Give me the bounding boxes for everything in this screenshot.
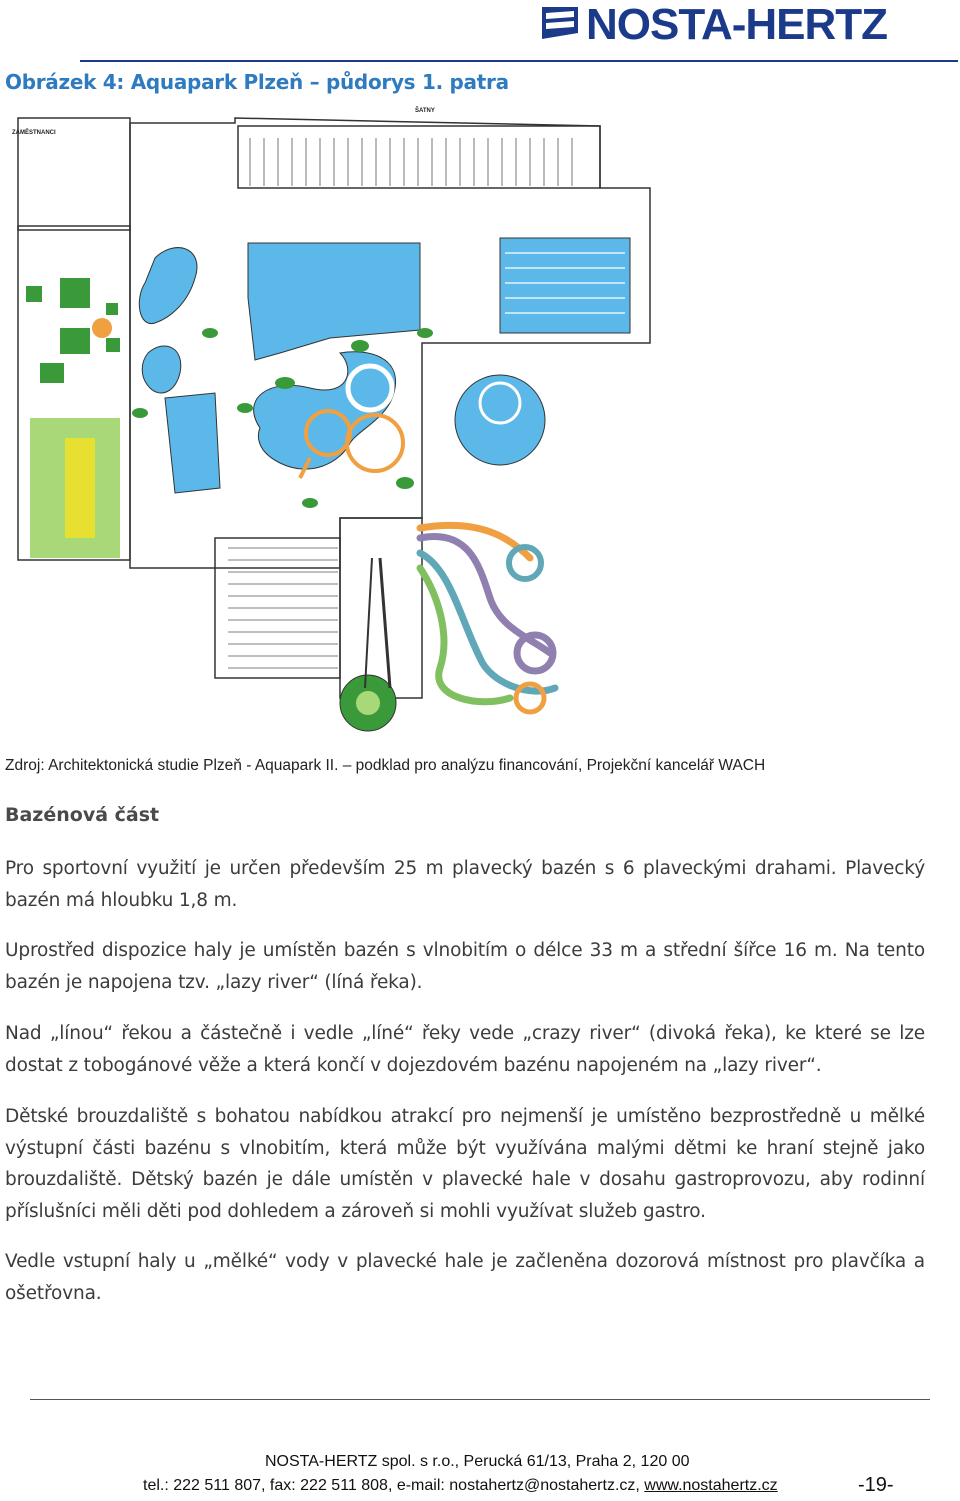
paragraph-4: Dětské brouzdaliště s bohatou nabídkou atrakcí pro nejmenší je umístěno bezprostředně u mělké výstupní části bazénu s vlnobitím, která může být využívána malými dětmi ke hraní stejně jako brouzdaliště. Dětský bazén je dále umístěn v plavecké hale v dosahu gastroprovozu, aby rodinní příslušníci měli děti pod dohledem a zároveň si mohli využívat služeb gastro. <box>5 1106 925 1222</box>
header-rule <box>80 60 958 62</box>
footer-contact <box>143 1477 778 1495</box>
figure-title: Obrázek 4: Aquapark Plzeň – půdorys 1. patra <box>5 70 509 94</box>
figure-source: Zdroj: Architektonická studie Plzeň - Aquapark II. – podklad pro analýzu financování, Projekční kancelář WACH <box>5 757 766 774</box>
footer-address: NOSTA-HERTZ spol. s r.o., Perucká 61/13, Praha 2, 120 00 <box>265 1453 690 1470</box>
page-number: -19- <box>858 1474 894 1496</box>
label-changing: ŠATNY <box>415 108 435 114</box>
swimming-pool <box>500 238 630 333</box>
paragraph-2: Uprostřed dispozice haly je umístěn bazén s vlnobitím o délce 33 m a střední šířce 16 m. Na tento bazén je napojena tzv. „lazy river“ (líná řeka). <box>5 940 925 993</box>
logo-text: NOSTA-HERTZ <box>586 3 888 47</box>
footer-contact-text: tel.: 222 511 807, fax: 222 511 808, e-mail: nostahertz@nostahertz.cz, <box>143 1477 645 1494</box>
green-zone <box>60 278 90 308</box>
label-staff: ZAMĚSTNANCI <box>12 130 56 136</box>
paragraph-5: Vedle vstupní haly u „mělké“ vody v plavecké hale je začleněna dozorová místnost pro plavčíka a ošetřovna. <box>5 1251 925 1304</box>
kids-pool <box>139 248 197 324</box>
website-link[interactable]: www.nostahertz.cz <box>644 1477 778 1494</box>
paragraph-1: Pro sportovní využití je určen především 25 m plavecký bazén s 6 plaveckými drahami. Plavecký bazén má hloubku 1,8 m. <box>5 858 925 911</box>
landing-pool <box>455 375 545 465</box>
wave-pool <box>248 243 420 360</box>
company-logo <box>542 3 960 47</box>
paragraph-3: Nad „línou“ řekou a částečně i vedle „líné“ řeky vede „crazy river“ (divoká řeka), ke které se lze dostat z tobogánové věže a která končí v dojezdovém bazénu napojeném na „lazy river“. <box>5 1023 925 1076</box>
section-title: Bazénová část <box>5 804 160 826</box>
floorplan-image <box>10 98 660 738</box>
footer-rule <box>30 1399 930 1400</box>
